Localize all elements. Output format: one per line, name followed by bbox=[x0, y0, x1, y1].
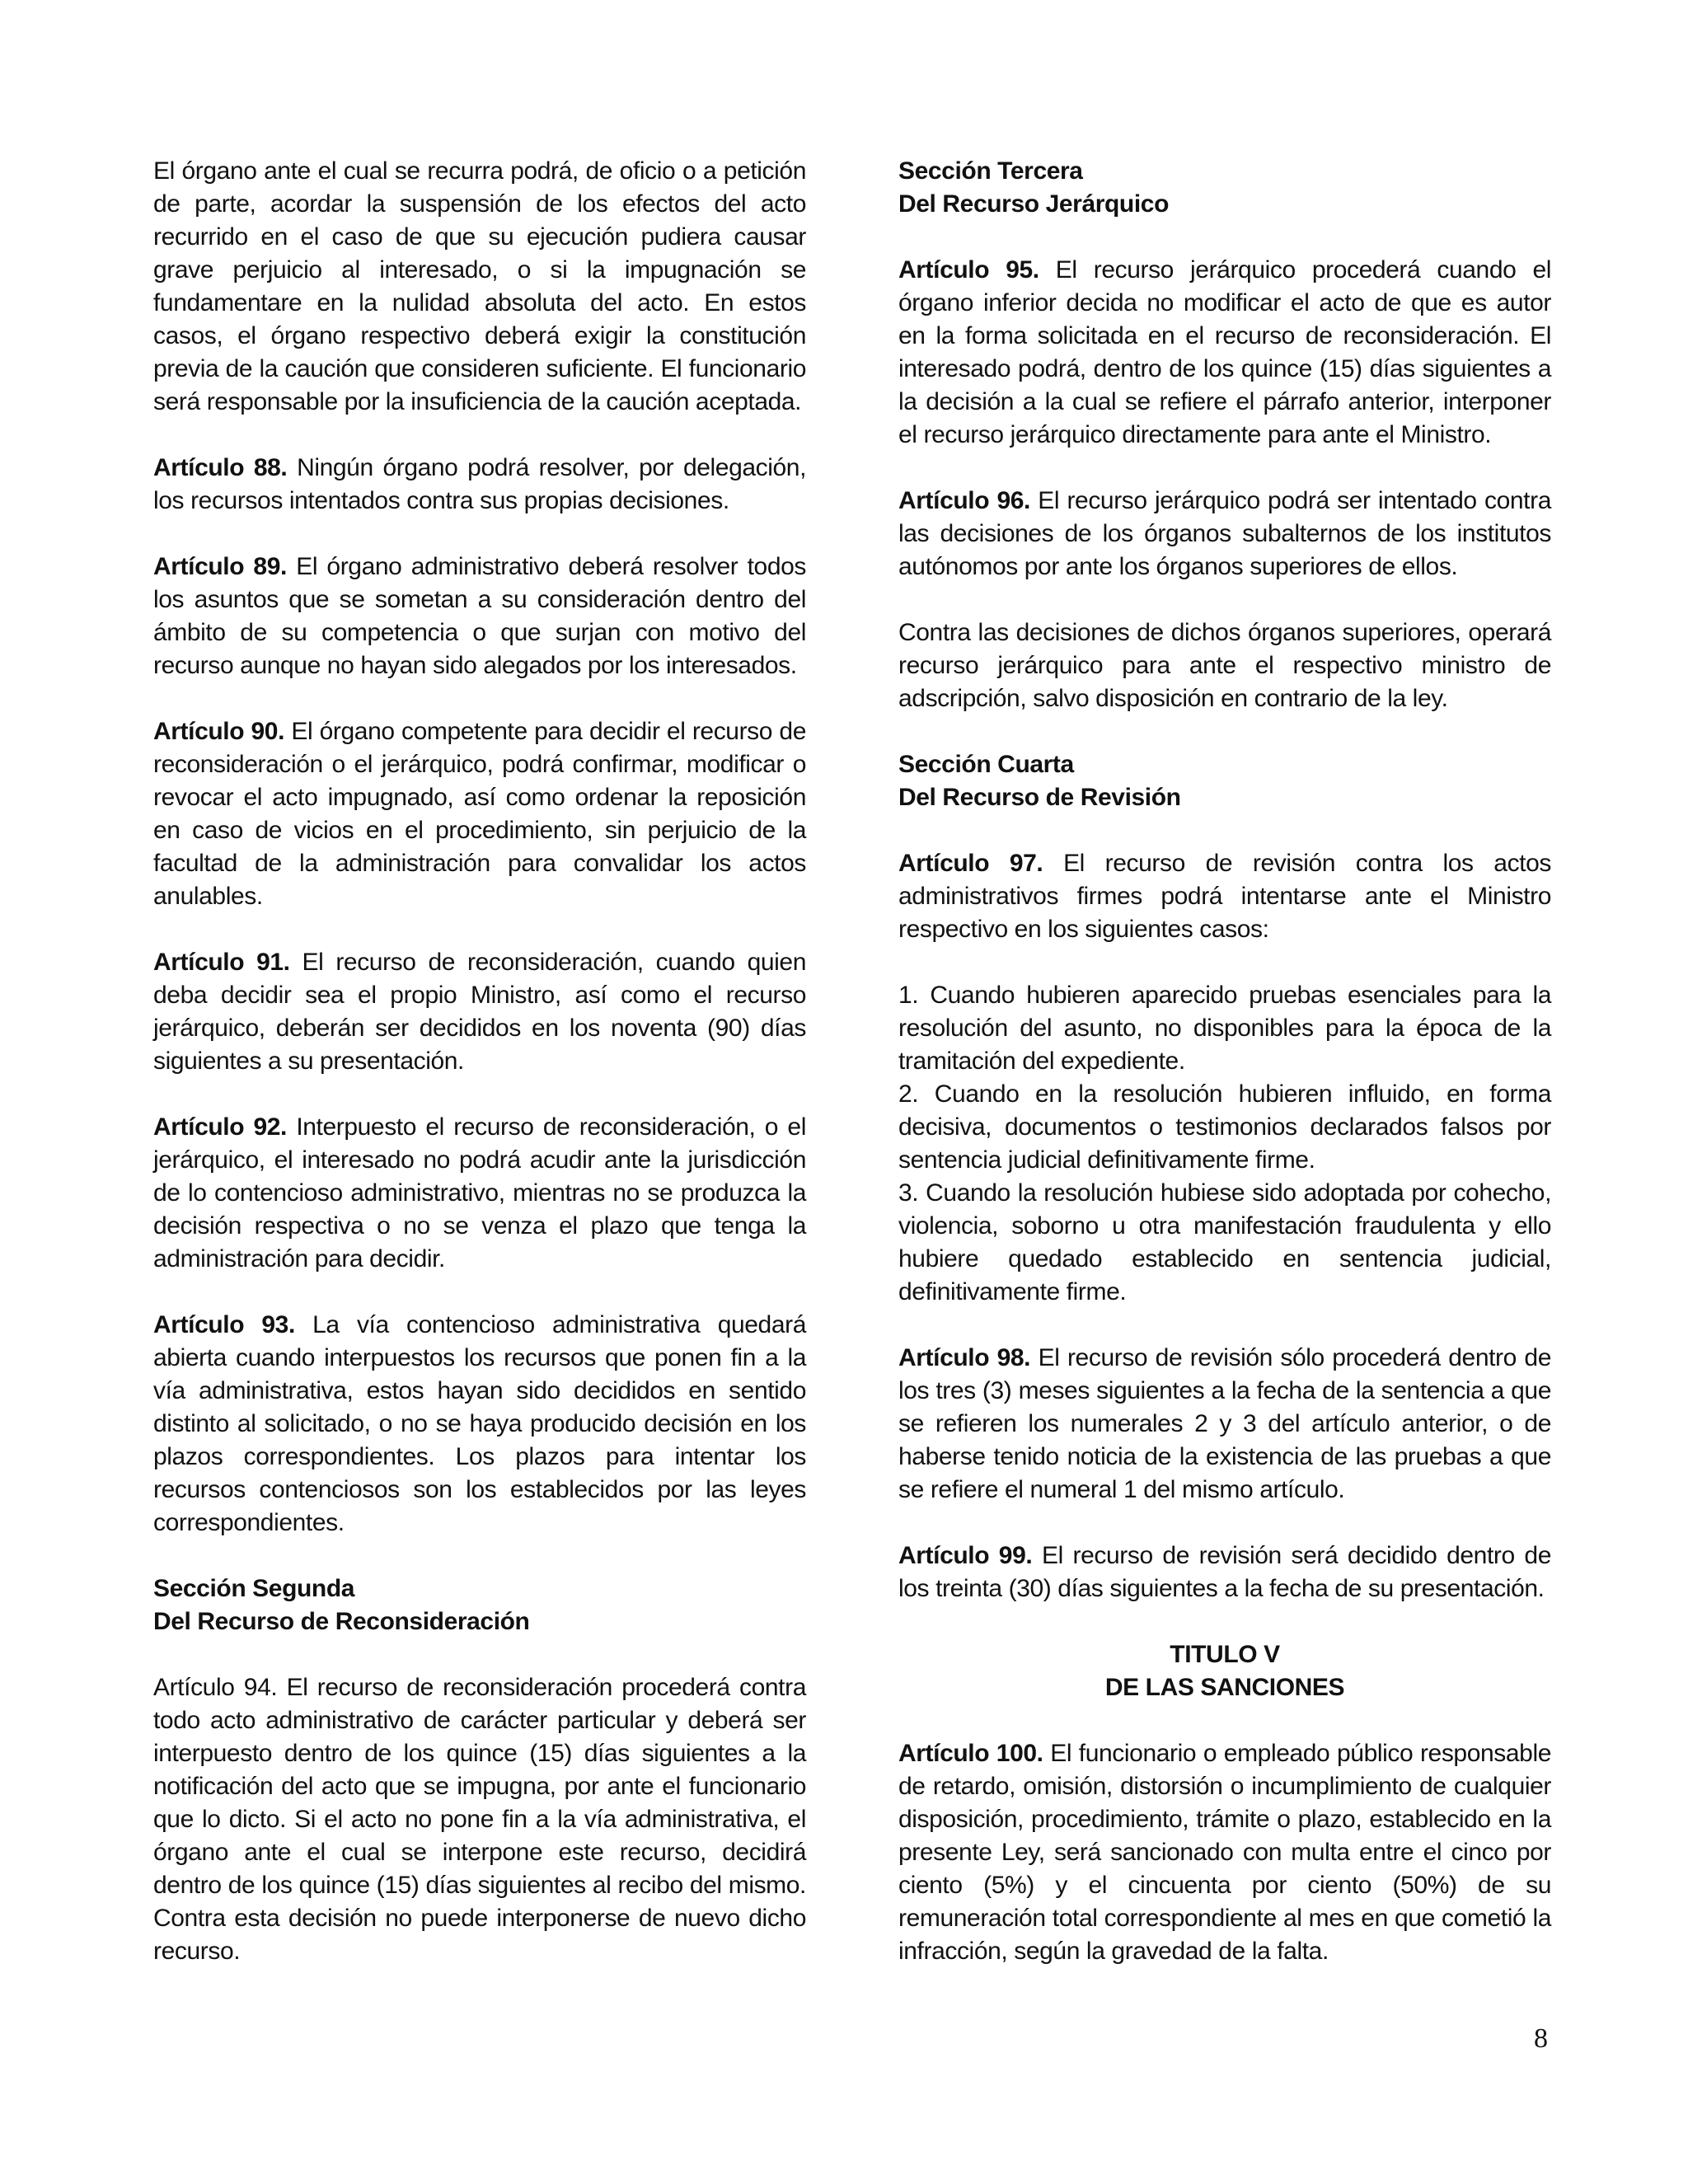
article-98-text: El recurso de revisión sólo procederá dentro de los tres (3) meses siguientes a la fecha de la sentencia a que se refieren los numerales 2 y 3 del artículo anterior, o de haberse tenido noticia de la existencia de las pruebas a que se refiere el numeral 1 del mismo artículo. bbox=[898, 1344, 1551, 1503]
list-item-case-2: 2. Cuando en la resolución hubieren influido, en forma decisiva, documentos o testimonios declarados falsos por sentencia judicial definitivamente firme. bbox=[898, 1080, 1551, 1174]
article-91-label: Artículo 91. bbox=[153, 949, 290, 976]
section-cuarta-title: Sección Cuarta bbox=[898, 751, 1074, 778]
title-number: TITULO V bbox=[1170, 1641, 1280, 1668]
article-91-text: El recurso de reconsideración, cuando quien deba decidir sea el propio Ministro, así como el recurso jerárquico, deberán ser decididos en los noventa (90) días siguientes a su presentación. bbox=[153, 949, 807, 1075]
section-heading-tercera bbox=[898, 155, 1551, 221]
section-heading-cuarta bbox=[898, 748, 1551, 814]
section-heading-segunda bbox=[153, 1572, 806, 1638]
article-92-label: Artículo 92. bbox=[153, 1113, 287, 1141]
article-96 bbox=[898, 485, 1551, 583]
article-89-label: Artículo 89. bbox=[153, 553, 287, 580]
article-97 bbox=[898, 847, 1551, 946]
article-95-label: Artículo 95. bbox=[898, 256, 1039, 284]
article-100-label: Artículo 100. bbox=[898, 1740, 1043, 1767]
article-96-label: Artículo 96. bbox=[898, 487, 1030, 514]
article-98-label: Artículo 98. bbox=[898, 1344, 1031, 1371]
article-99-label: Artículo 99. bbox=[898, 1542, 1033, 1569]
article-92 bbox=[153, 1111, 806, 1276]
section-tercera-title: Sección Tercera bbox=[898, 157, 1083, 185]
paragraph-suspension: El órgano ante el cual se recurra podrá, de oficio o a petición de parte, acordar la suspensión de los efectos del acto recurrido en el caso de que su ejecución pudiera causar grave perjuicio al interesado, o si la impugnación se fundamentare en la nulidad absoluta del acto. En estos casos, el órgano respectivo deberá exigir la constitución previa de la caución que consideren suficiente. El funcionario será responsable por la insuficiencia de la caución aceptada. bbox=[153, 157, 806, 415]
article-97-text: El recurso de revisión contra los actos administrativos firmes podrá intentarse ante el Ministro respectivo en los siguientes casos: bbox=[898, 850, 1552, 943]
list-item-case-3: 3. Cuando la resolución hubiese sido adoptada por cohecho, violencia, soborno u otra manifestación fraudulenta y ello hubiere quedado establecido en sentencia judicial, definitivamente firme. bbox=[898, 1179, 1551, 1305]
right-column bbox=[898, 155, 1551, 2001]
article-90-text: El órgano competente para decidir el recurso de reconsideración o el jerárquico, podrá confirmar, modificar o revocar el acto impugnado, así como ordenar la reposición en caso de vicios en el procedimiento, sin perjuicio de la facultad de la administración para convalidar los actos anulables. bbox=[153, 718, 806, 910]
article-94: Artículo 94. El recurso de reconsideración procederá contra todo acto administrativo de carácter particular y deberá ser interpuesto dentro de los quince (15) días siguientes a la notificación del acto que se impugna, por ante el funcionario que lo dicto. Si el acto no pone fin a la vía administrativa, el órgano ante el cual se interpone este recurso, decidirá dentro de los quince (15) días siguientes al recibo del mismo. Contra esta decisión no puede interponerse de nuevo dicho recurso. bbox=[153, 1674, 806, 1965]
article-89-text: El órgano administrativo deberá resolver todos los asuntos que se sometan a su consideración dentro del ámbito de su competencia o que surjan con motivo del recurso aunque no hayan sido alegados por los interesados. bbox=[153, 553, 807, 679]
title-name: DE LAS SANCIONES bbox=[1104, 1674, 1345, 1701]
article-93 bbox=[153, 1309, 806, 1540]
article-99-text: El recurso de revisión será decidido dentro de los treinta (30) días siguientes a la fecha de su presentación. bbox=[898, 1542, 1551, 1602]
section-segunda-subtitle: Del Recurso de Reconsideración bbox=[153, 1608, 530, 1635]
paragraph-contra: Contra las decisiones de dichos órganos superiores, operará recurso jerárquico para ante el respectivo ministro de adscripción, salvo disposición en contrario de la ley. bbox=[898, 619, 1551, 712]
article-88 bbox=[153, 452, 806, 518]
article-88-label: Artículo 88. bbox=[153, 454, 288, 481]
section-segunda-title: Sección Segunda bbox=[153, 1575, 355, 1602]
article-100-text: El funcionario o empleado público responsable de retardo, omisión, distorsión o incumplimiento de cualquier disposición, procedimiento, trámite o plazo, establecido en la presente Ley, será sancionado con multa entre el cinco por ciento (5%) y el cincuenta por ciento (50%) de su remuneración total correspondiente al mes en que cometió la infracción, según la gravedad de la falta. bbox=[898, 1740, 1551, 1965]
article-90-label: Artículo 90. bbox=[153, 718, 285, 745]
article-97-label: Artículo 97. bbox=[898, 850, 1043, 877]
article-90 bbox=[153, 715, 806, 913]
article-99 bbox=[898, 1540, 1551, 1605]
article-88-text: Ningún órgano podrá resolver, por delegación, los recursos intentados contra sus propias decisiones. bbox=[153, 454, 807, 514]
title-heading bbox=[898, 1638, 1551, 1704]
article-91 bbox=[153, 946, 806, 1078]
section-tercera-subtitle: Del Recurso Jerárquico bbox=[898, 190, 1169, 218]
section-cuarta-subtitle: Del Recurso de Revisión bbox=[898, 784, 1181, 811]
left-column bbox=[153, 155, 806, 2001]
article-95 bbox=[898, 254, 1551, 452]
article-100 bbox=[898, 1737, 1551, 1968]
article-95-text: El recurso jerárquico procederá cuando el órgano inferior decida no modificar el acto de que es autor en la forma solicitada en el recurso de reconsideración. El interesado podrá, dentro de los quince (15) días siguientes a la decisión a la cual se refiere el párrafo anterior, interponer el recurso jerárquico directamente para ante el Ministro. bbox=[898, 256, 1552, 448]
article-93-text: La vía contencioso administrativa quedará abierta cuando interpuestos los recursos que ponen fin a la vía administrativa, estos hayan sido decididos en sentido distinto al solicitado, o no se haya producido decisión en los plazos correspondientes. Los plazos para intentar los recursos contenciosos son los establecidos por las leyes correspondientes. bbox=[153, 1311, 806, 1536]
page-number: 8 bbox=[1534, 2023, 1548, 2054]
article-98 bbox=[898, 1342, 1551, 1507]
article-92-text: Interpuesto el recurso de reconsideración, o el jerárquico, el interesado no podrá acudir ante la jurisdicción de lo contencioso administrativo, mientras no se produzca la decisión respectiva o no se venza el plazo que tenga la administración para decidir. bbox=[153, 1113, 806, 1272]
article-93-label: Artículo 93. bbox=[153, 1311, 295, 1338]
article-89 bbox=[153, 551, 806, 682]
article-96-text: El recurso jerárquico podrá ser intentado contra las decisiones de los órganos subalternos de los institutos autónomos por ante los órganos superiores de ellos. bbox=[898, 487, 1551, 580]
list-item-case-1: 1. Cuando hubieren aparecido pruebas esenciales para la resolución del asunto, no disponibles para la época de la tramitación del expediente. bbox=[898, 982, 1551, 1075]
